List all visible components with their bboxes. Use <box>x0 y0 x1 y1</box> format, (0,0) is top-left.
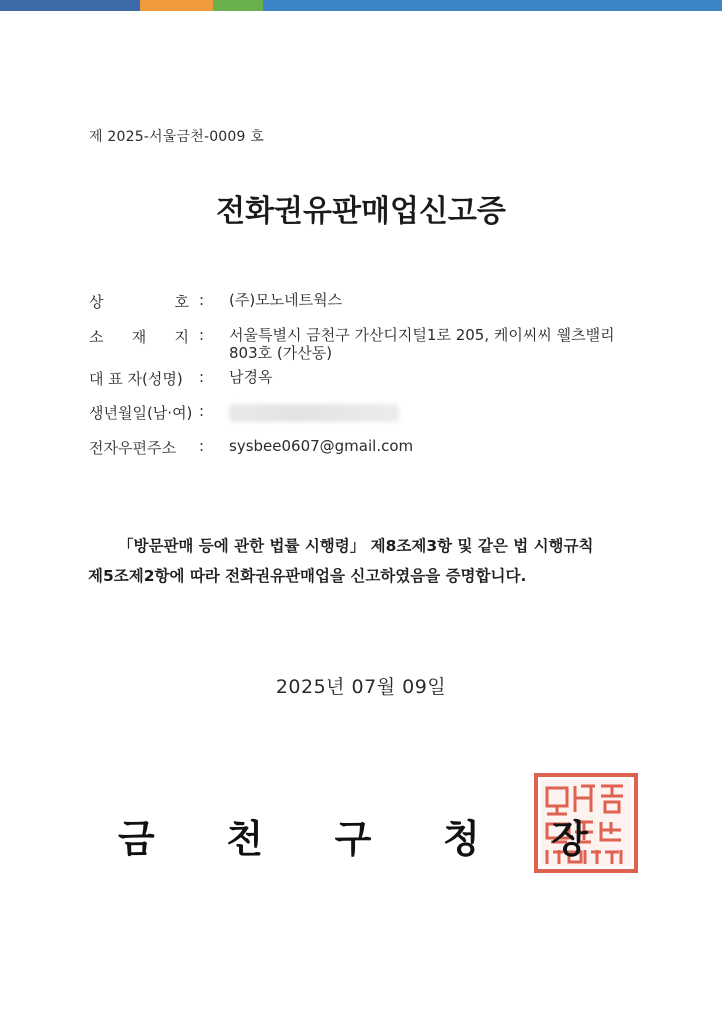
colon: : <box>199 291 205 309</box>
topbar-segment-lightblue <box>263 0 722 11</box>
topbar-segment-orange <box>140 0 213 11</box>
statement-line-2: 제5조제2항에 따라 전화권유판매업을 신고하였음을 증명합니다. <box>88 567 527 585</box>
certificate-number: 제 2025-서울금천-0009 호 <box>89 129 265 145</box>
value-trade-name: (주)모노네트웍스 <box>229 291 343 309</box>
issue-date: 2025년 07월 09일 <box>275 676 447 698</box>
issuer-char: 금 <box>118 817 155 861</box>
issuer-char: 구 <box>334 817 372 861</box>
colon: : <box>199 437 205 455</box>
statement-line-1: 「방문판매 등에 관한 법률 시행령」 제8조제3항 및 같은 법 시행규칙 <box>118 537 594 555</box>
document-title: 전화권유판매업신고증 <box>216 194 506 229</box>
topbar-segment-green <box>213 0 263 11</box>
issuer-char: 천 <box>226 817 264 861</box>
top-color-bar <box>0 0 722 11</box>
issuer-name <box>118 808 588 863</box>
topbar-segment-blue <box>0 0 140 11</box>
issuer-char: 장 <box>551 817 588 861</box>
colon: : <box>199 368 205 386</box>
value-representative: 남경옥 <box>229 368 273 386</box>
certification-statement <box>88 531 648 591</box>
colon: : <box>199 402 205 420</box>
issuer-char: 청 <box>442 817 480 861</box>
redacted-birthdate <box>229 404 399 422</box>
colon: : <box>199 326 205 344</box>
value-email: sysbee0607@gmail.com <box>229 437 414 455</box>
label-email: 전자우편주소 <box>89 439 176 457</box>
label-address: 소 재 지 <box>89 328 189 346</box>
label-trade-name: 상 호 <box>89 293 189 311</box>
value-address: 서울특별시 금천구 가산디지털1로 205, 케이씨씨 웰츠밸리 803호 (가산동) <box>229 326 615 362</box>
label-representative: 대 표 자(성명) <box>89 370 183 388</box>
label-birthdate: 생년월일(남·여) <box>89 404 193 422</box>
